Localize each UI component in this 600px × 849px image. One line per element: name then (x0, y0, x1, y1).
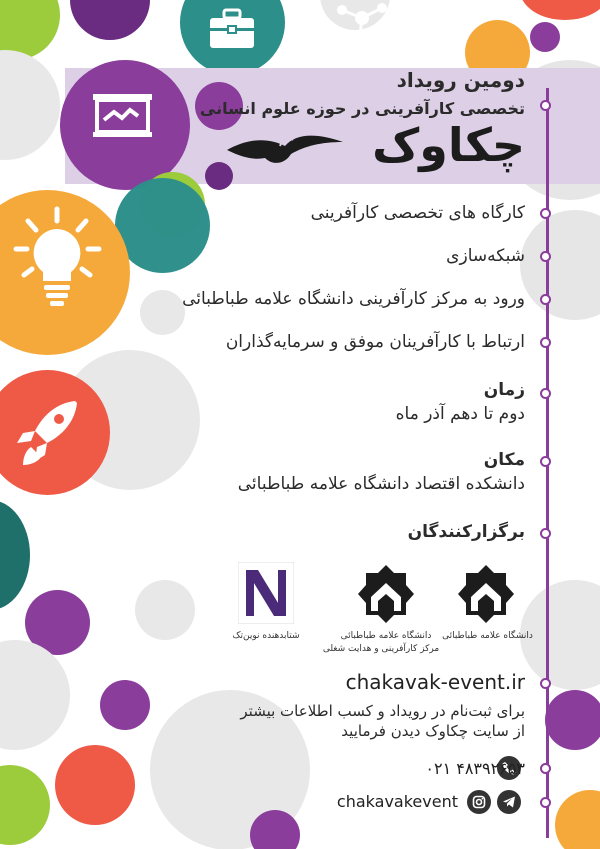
decor-circle (530, 22, 560, 52)
decor-circle (115, 178, 210, 273)
rocket-icon (15, 395, 90, 475)
decor-circle (100, 680, 150, 730)
timeline-dot (540, 100, 551, 111)
lightbulb-icon (10, 205, 105, 315)
telegram-icon[interactable] (497, 790, 521, 814)
time-value: دوم تا دهم آذر ماه (395, 404, 525, 424)
decor-circle (545, 690, 600, 750)
decor-circle (0, 640, 70, 750)
timeline-dot (540, 763, 551, 774)
university-emblem-logo (455, 563, 517, 625)
decor-circle (0, 50, 60, 160)
organizers-label: برگزارکنندگان (407, 522, 525, 542)
novintech-n-logo (238, 562, 294, 624)
feature-item: شبکه‌سازی (446, 246, 525, 266)
timeline-dot (540, 337, 551, 348)
decor-circle (140, 290, 185, 335)
decor-circle (70, 0, 150, 40)
timeline-dot (540, 797, 551, 808)
logo-caption: مرکز کارآفرینی و هدایت شغلی (322, 644, 440, 654)
feature-item: کارگاه های تخصصی کارآفرینی (310, 203, 525, 223)
website-description: برای ثبت‌نام در رویداد و کسب اطلاعات بیشتر (240, 702, 525, 720)
timeline-dot (540, 678, 551, 689)
decor-circle (520, 0, 600, 20)
timeline-dot (540, 208, 551, 219)
timeline-dot (540, 528, 551, 539)
presentation-chart-icon (90, 88, 155, 148)
place-label: مکان (483, 450, 525, 470)
decor-circle (135, 580, 195, 640)
decor-circle (555, 790, 600, 849)
decor-circle (55, 745, 135, 825)
timeline-dot (540, 388, 551, 399)
logo-caption: دانشگاه علامه طباطبائی (442, 631, 533, 641)
decor-circle (0, 500, 30, 610)
decor-circle (0, 765, 50, 845)
timeline-dot (540, 251, 551, 262)
instagram-icon[interactable] (467, 790, 491, 814)
website-url[interactable]: chakavak-event.ir (345, 670, 525, 694)
brand-name: چکاوک (372, 118, 525, 172)
network-icon (332, 0, 392, 40)
entrepreneurship-center-emblem-logo (355, 563, 417, 625)
event-subtitle: تخصصی کارآفرینی در حوزه علوم انسانی (199, 99, 525, 118)
time-label: زمان (483, 380, 525, 400)
website-description: از سایت چکاوک دیدن فرمایید (341, 722, 525, 740)
decor-circle (520, 210, 600, 320)
timeline-dot (540, 294, 551, 305)
feature-item: ورود به مرکز کارآفرینی دانشگاه علامه طباطبائی (182, 289, 525, 309)
briefcase-icon (207, 8, 257, 50)
timeline-dot (540, 456, 551, 467)
feature-item: ارتباط با کارآفرینان موفق و سرمایه‌گذاران (225, 332, 525, 352)
phone-number[interactable]: ۰۲۱ ۴۸۳۹۲۶۵۳ (425, 759, 525, 778)
logo-caption: دانشگاه علامه طباطبائی (340, 631, 432, 641)
chakavak-bird-logo (225, 130, 345, 168)
logo-caption: شتابدهنده نوین‌تک (232, 631, 300, 641)
social-handle[interactable]: chakavakevent (336, 792, 458, 811)
event-ordinal-title: دومین رویداد (396, 68, 525, 92)
place-value: دانشکده اقتصاد دانشگاه علامه طباطبائی (237, 474, 525, 494)
